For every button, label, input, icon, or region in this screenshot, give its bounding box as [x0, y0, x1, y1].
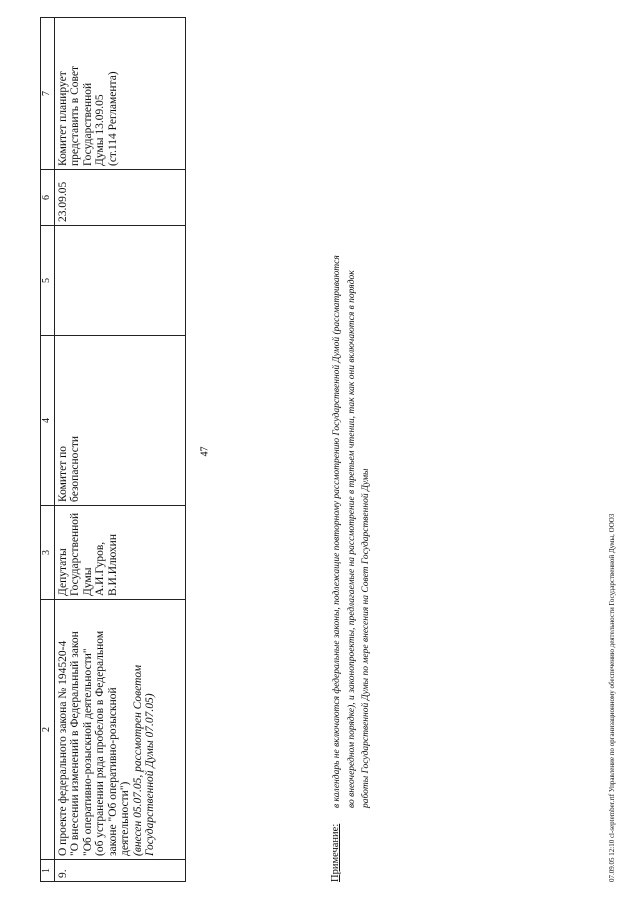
remarks-cell	[54, 18, 185, 170]
col-header-6: 6	[41, 170, 55, 226]
col-header-1: 1	[41, 860, 55, 882]
header-row	[41, 18, 55, 882]
remarks-line: Государственной	[81, 82, 94, 166]
bill-status-line: Государственной Думы 07.07.05)	[144, 693, 156, 856]
author-line: В.И.Илюхин	[106, 534, 119, 596]
remarks-line: представить в Совет	[69, 65, 81, 166]
date-cell: 23.09.05	[54, 170, 185, 226]
column-5-cell	[54, 226, 185, 336]
col-header-3: 3	[41, 506, 55, 600]
table-row	[54, 18, 185, 882]
bill-title-line: деятельности")	[119, 781, 131, 856]
bill-title-line: законе "Об оперативно-розыскной	[106, 687, 119, 856]
page-number: 47	[199, 446, 211, 457]
col-header-7: 7	[41, 18, 55, 170]
note-text	[330, 248, 374, 808]
author-line: Государственной	[69, 512, 81, 596]
committee-line: безопасности	[69, 435, 81, 502]
bill-title-line: "Об оперативно-розыскной деятельности"	[81, 648, 94, 856]
remarks-line: (ст.114 Регламента)	[106, 71, 119, 166]
remarks-line: Комитет планирует	[56, 71, 69, 166]
author-line: Депутаты	[56, 548, 69, 596]
remarks-line: Думы 13.09.05	[94, 94, 106, 166]
bill-status-line: (внесен 05.07.05, рассмотрен Советом	[131, 664, 144, 856]
row-number: 9.	[54, 860, 185, 882]
bill-title-line: (об устранении ряда пробелов в Федеральном	[94, 630, 106, 856]
note-line: во внеочередном порядке), и законопроекты, предлагаемые на рассмотрение в третьем чтении, так как они включаются в порядок	[346, 270, 357, 808]
authors-cell	[54, 506, 185, 600]
table-bottom-border	[185, 18, 186, 882]
col-header-4: 4	[41, 336, 55, 506]
calendar-table	[40, 17, 186, 882]
committee-cell	[54, 336, 185, 506]
bill-title-line: О проекте федерального закона № 194520-4	[56, 640, 69, 856]
note-line: работы Государственной Думы по мере внесения на Совет Государственной Думы	[361, 468, 371, 808]
note-line: в календарь не включаются федеральные законы, подлежащие повторному рассмотрению Государственной Думой (рассматриваются	[332, 255, 342, 808]
page-footer: 07.09.05 12:10 cl-september.rtf Управление по организационному обеспечению деятельности Государственной Думы, ООО3	[608, 513, 616, 882]
bill-title-line: "О внесении изменений в Федеральный закон	[69, 631, 81, 856]
note-label: Примечание:	[330, 823, 341, 882]
bill-title-cell	[54, 600, 185, 860]
author-line: Думы	[81, 567, 94, 596]
col-header-2: 2	[41, 600, 55, 860]
col-header-5: 5	[41, 226, 55, 336]
committee-line: Комитет по	[56, 446, 69, 502]
author-line: А.И.Гуров,	[94, 541, 106, 596]
